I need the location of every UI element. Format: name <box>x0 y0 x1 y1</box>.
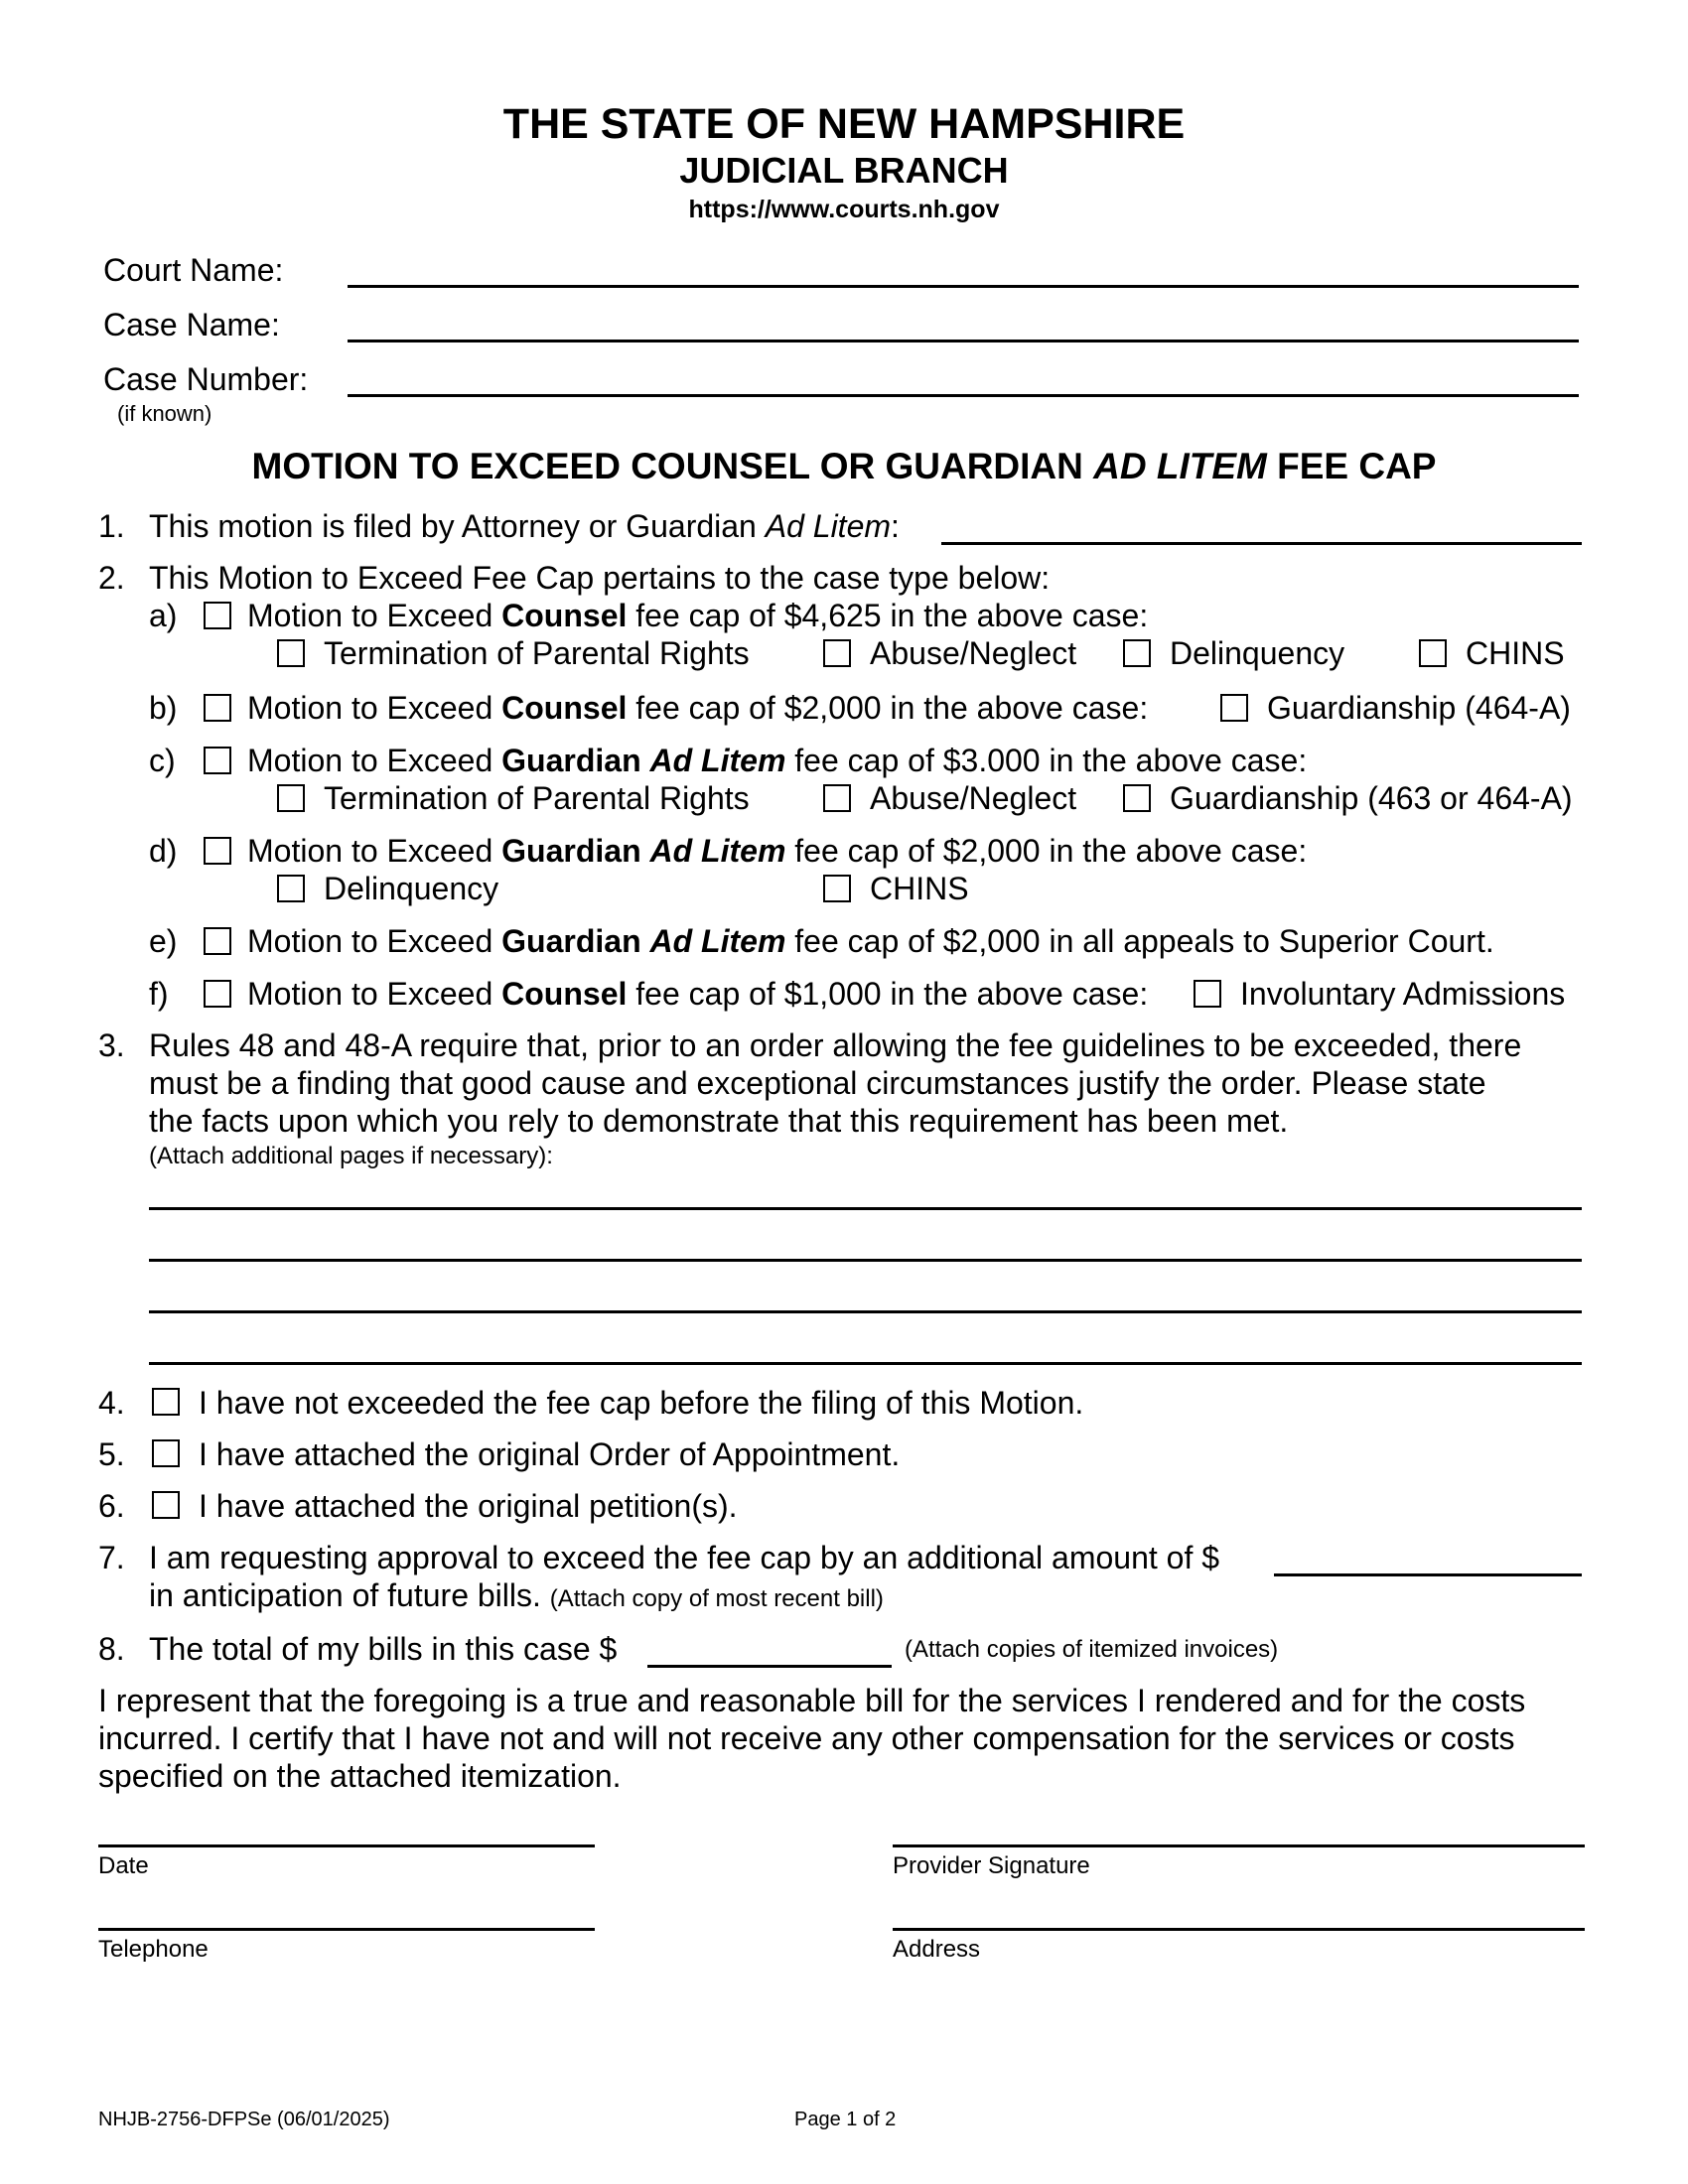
item-2a-delinquency-label: Delinquency <box>1170 635 1345 671</box>
certification-line-1: I represent that the foregoing is a true and reasonable bill for the services I rendered and for the costs <box>98 1683 1526 1718</box>
item-7-line-2: in anticipation of future bills. (Attach copy of most recent bill) <box>149 1577 884 1613</box>
item-2a-text: Motion to Exceed Counsel fee cap of $4,625 in the above case: <box>247 598 1149 633</box>
facts-line-2[interactable] <box>149 1259 1582 1262</box>
case-number-label: Case Number: <box>103 361 309 397</box>
item-4-text: I have not exceeded the fee cap before the filing of this Motion. <box>199 1385 1084 1421</box>
item-8-note: (Attach copies of itemized invoices) <box>905 1636 1279 1663</box>
item-2f-text: Motion to Exceed Counsel fee cap of $1,000 in the above case: <box>247 976 1149 1012</box>
item-2a-checkbox[interactable] <box>204 602 231 629</box>
certification-line-2: incurred. I certify that I have not and will not receive any other compensation for the services or costs <box>98 1720 1515 1756</box>
item-2c-abuse-neglect-checkbox[interactable] <box>823 784 851 812</box>
item-2b-text: Motion to Exceed Counsel fee cap of $2,000 in the above case: <box>247 690 1149 726</box>
item-2b-guardianship-label: Guardianship (464-A) <box>1267 690 1571 726</box>
item-2b-guardianship-checkbox[interactable] <box>1220 694 1248 722</box>
item-2-number: 2. <box>98 560 125 596</box>
court-name-label: Court Name: <box>103 252 284 288</box>
address-field[interactable] <box>893 1928 1585 1931</box>
case-number-field[interactable] <box>348 394 1579 397</box>
item-2f-checkbox[interactable] <box>204 980 231 1008</box>
item-2a-abuse-neglect-label: Abuse/Neglect <box>870 635 1077 671</box>
motion-title: MOTION TO EXCEED COUNSEL OR GUARDIAN AD LITEM FEE CAP <box>251 446 1437 486</box>
item-2c-text: Motion to Exceed Guardian Ad Litem fee cap of $3.000 in the above case: <box>247 743 1308 778</box>
item-2c-guardianship-label: Guardianship (463 or 464-A) <box>1170 780 1573 816</box>
item-3-number: 3. <box>98 1027 125 1063</box>
item-2a-chins-label: CHINS <box>1466 635 1565 671</box>
item-8-text: The total of my bills in this case $ <box>149 1631 618 1667</box>
item-2d-delinquency-checkbox[interactable] <box>277 875 305 902</box>
item-2f-involuntary-checkbox[interactable] <box>1194 980 1221 1008</box>
item-2b-checkbox[interactable] <box>204 694 231 722</box>
total-bills-field[interactable] <box>647 1665 892 1668</box>
date-label: Date <box>98 1852 149 1879</box>
item-6-checkbox[interactable] <box>152 1491 180 1519</box>
telephone-label: Telephone <box>98 1936 209 1963</box>
branch-title: JUDICIAL BRANCH <box>679 150 1009 191</box>
provider-signature-label: Provider Signature <box>893 1852 1090 1879</box>
courts-url[interactable]: https://www.courts.nh.gov <box>688 196 1000 223</box>
certification-line-3: specified on the attached itemization. <box>98 1758 622 1794</box>
item-2-text: This Motion to Exceed Fee Cap pertains to the case type below: <box>149 560 1051 596</box>
item-3-line-3: the facts upon which you rely to demonstrate that this requirement has been met. <box>149 1103 1289 1139</box>
item-2a-tpr-label: Termination of Parental Rights <box>324 635 750 671</box>
if-known-note: (if known) <box>117 401 212 426</box>
item-2d-letter: d) <box>149 833 178 869</box>
provider-signature-field[interactable] <box>893 1844 1585 1847</box>
item-2f-involuntary-label: Involuntary Admissions <box>1240 976 1566 1012</box>
facts-line-1[interactable] <box>149 1207 1582 1210</box>
facts-line-4[interactable] <box>149 1362 1582 1365</box>
telephone-field[interactable] <box>98 1928 595 1931</box>
item-2d-delinquency-label: Delinquency <box>324 871 499 906</box>
court-name-field[interactable] <box>348 285 1579 288</box>
item-6-text: I have attached the original petition(s). <box>199 1488 738 1524</box>
facts-line-3[interactable] <box>149 1310 1582 1313</box>
case-name-field[interactable] <box>348 340 1579 342</box>
item-2c-letter: c) <box>149 743 176 778</box>
item-2e-letter: e) <box>149 923 178 959</box>
address-label: Address <box>893 1936 981 1963</box>
item-2a-chins-checkbox[interactable] <box>1419 639 1447 667</box>
item-2a-abuse-neglect-checkbox[interactable] <box>823 639 851 667</box>
item-2d-chins-label: CHINS <box>870 871 969 906</box>
item-2d-checkbox[interactable] <box>204 837 231 865</box>
item-3-note: (Attach additional pages if necessary): <box>149 1143 553 1169</box>
item-1-text: This motion is filed by Attorney or Guardian Ad Litem: <box>149 508 900 544</box>
item-7-number: 7. <box>98 1540 125 1575</box>
date-field[interactable] <box>98 1844 595 1847</box>
case-name-label: Case Name: <box>103 307 280 342</box>
item-4-checkbox[interactable] <box>152 1388 180 1416</box>
item-2d-chins-checkbox[interactable] <box>823 875 851 902</box>
item-4-number: 4. <box>98 1385 125 1421</box>
item-2b-letter: b) <box>149 690 178 726</box>
item-2d-text: Motion to Exceed Guardian Ad Litem fee cap of $2,000 in the above case: <box>247 833 1308 869</box>
item-2c-tpr-checkbox[interactable] <box>277 784 305 812</box>
filer-name-field[interactable] <box>941 542 1582 545</box>
item-3-line-1: Rules 48 and 48-A require that, prior to an order allowing the fee guidelines to be exceeded, there <box>149 1027 1522 1063</box>
item-2a-delinquency-checkbox[interactable] <box>1123 639 1151 667</box>
item-5-text: I have attached the original Order of Appointment. <box>199 1436 901 1472</box>
item-2c-tpr-label: Termination of Parental Rights <box>324 780 750 816</box>
state-title: THE STATE OF NEW HAMPSHIRE <box>502 100 1186 148</box>
item-2f-letter: f) <box>149 976 169 1012</box>
item-2e-text: Motion to Exceed Guardian Ad Litem fee cap of $2,000 in all appeals to Superior Court. <box>247 923 1494 959</box>
item-8-number: 8. <box>98 1631 125 1667</box>
item-2c-abuse-neglect-label: Abuse/Neglect <box>870 780 1077 816</box>
item-2a-letter: a) <box>149 598 178 633</box>
item-1-number: 1. <box>98 508 125 544</box>
item-6-number: 6. <box>98 1488 125 1524</box>
page-number: Page 1 of 2 <box>794 2109 897 2130</box>
additional-amount-field[interactable] <box>1274 1573 1582 1576</box>
item-2c-guardianship-checkbox[interactable] <box>1123 784 1151 812</box>
item-2c-checkbox[interactable] <box>204 747 231 774</box>
item-7-line-1: I am requesting approval to exceed the fee cap by an additional amount of $ <box>149 1540 1220 1575</box>
item-5-number: 5. <box>98 1436 125 1472</box>
item-2a-tpr-checkbox[interactable] <box>277 639 305 667</box>
form-id: NHJB-2756-DFPSe (06/01/2025) <box>98 2109 390 2130</box>
item-5-checkbox[interactable] <box>152 1439 180 1467</box>
item-2e-checkbox[interactable] <box>204 927 231 955</box>
item-3-line-2: must be a finding that good cause and exceptional circumstances justify the order. Please state <box>149 1065 1486 1101</box>
